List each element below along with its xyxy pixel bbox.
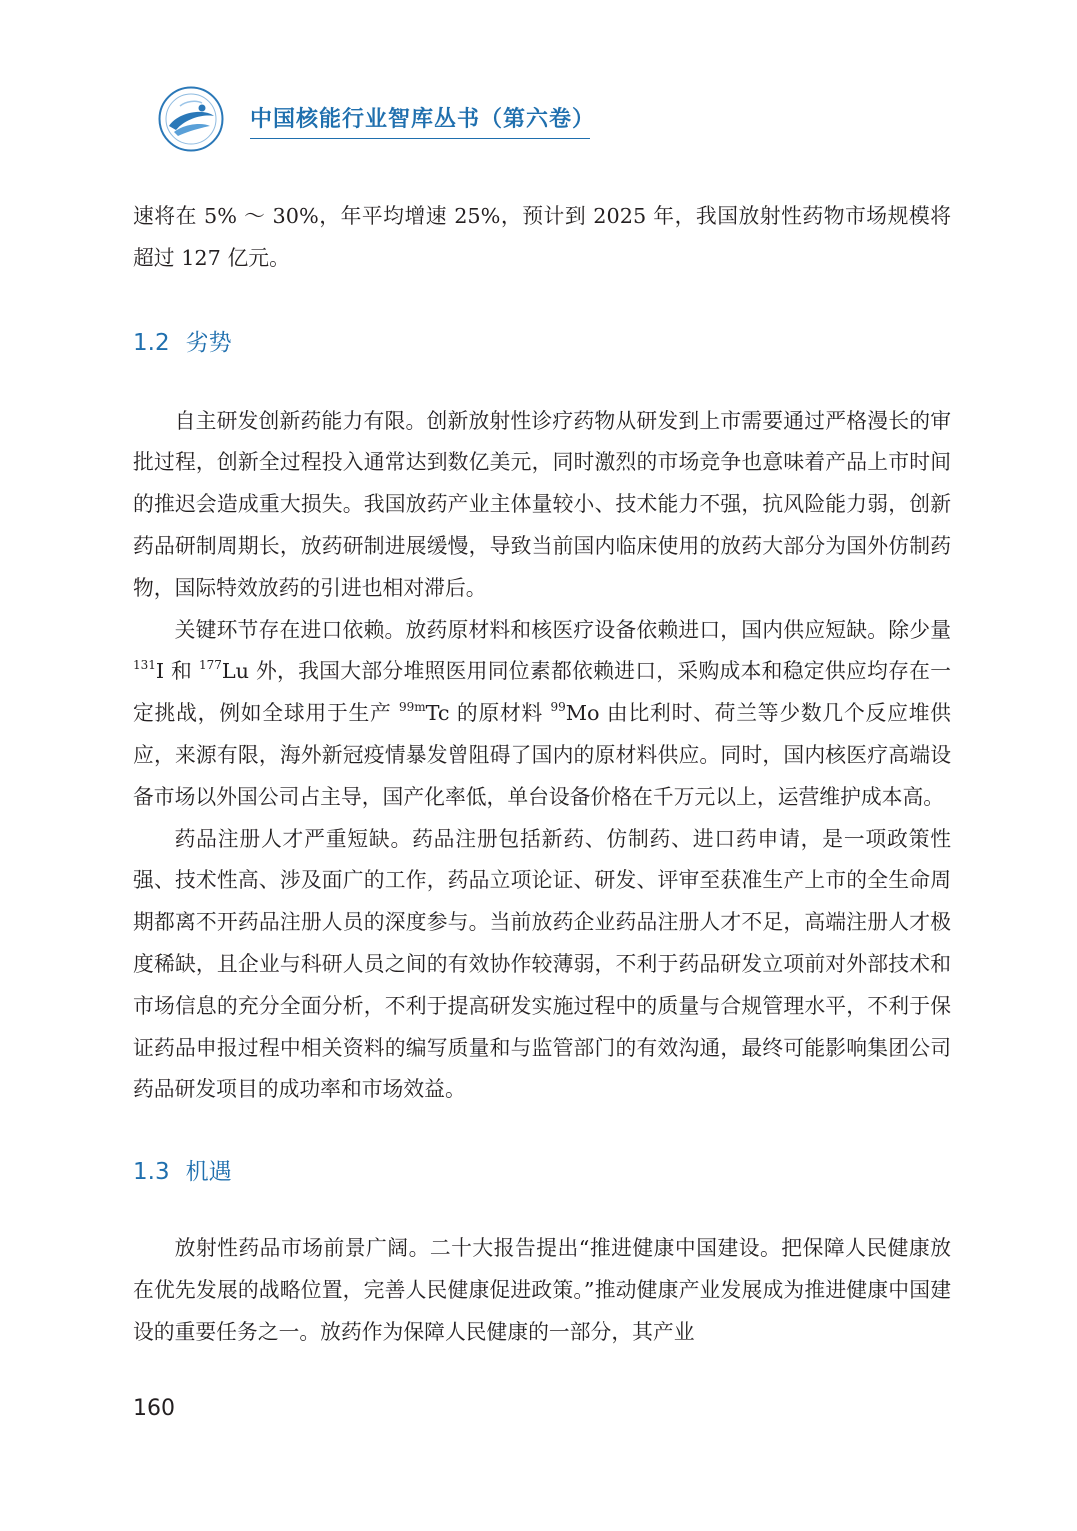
section-number: 1.3 — [133, 1159, 170, 1186]
section-heading-weaknesses — [133, 324, 951, 357]
page-body — [133, 196, 951, 1354]
paragraph-weakness-innovation: 自主研发创新药能力有限。创新放射性诊疗药物从研发到上市需要通过严格漫长的审批过程，创新全过程投入通常达到数亿美元，同时激烈的市场竞争也意味着产品上市时间的推迟会造成重大损失。我国放药产业主体量较小、技术能力不强，抗风险能力弱，创新药品研制周期长，放药研制进展缓慢，导致当前国内临床使用的放药大部分为国外仿制药物，国际特效放药的引进也相对滞后。 — [133, 408, 951, 600]
section-heading-opportunities — [133, 1153, 951, 1186]
text-run: I 和 — [155, 659, 199, 684]
header-underline — [250, 138, 590, 139]
section-title: 劣势 — [185, 329, 232, 356]
isotope-mass-number: 131 — [133, 658, 156, 673]
series-title: 中国核能行业智库丛书（第六卷） — [250, 107, 596, 132]
isotope-mass-number: 99m — [398, 700, 426, 715]
text-run: Mo 由比利时、荷兰等少数几个反应堆供应，来源有限，海外新冠疫情暴发曾阻碍了国内的原材料供应。同时，国内核医疗高端设备市场以外国公司占主导，国产化率低，单台设备价格在千万元以上，运营维护成本高。 — [133, 701, 951, 809]
section-number: 1.2 — [133, 329, 170, 356]
text-run: Lu 外，我国大部分堆照医用同位素都依赖进口，采购成本和稳定供应均存在一定挑战，例如全球用于生产 — [133, 659, 952, 726]
paragraph-weakness-import-dependence — [133, 610, 951, 819]
isotope-mass-number: 99 — [550, 700, 566, 715]
paragraph-intro: 速将在 5% ～ 30%，年平均增速 25%，预计到 2025 年，我国放射性药物市场规模将超过 127 亿元。 — [133, 204, 951, 270]
isotope-mass-number: 177 — [198, 658, 222, 673]
section-title: 机遇 — [185, 1159, 232, 1186]
running-header — [158, 86, 598, 156]
page-number: 160 — [133, 1396, 175, 1421]
text-run: 关键环节存在进口依赖。放药原材料和核医疗设备依赖进口，国内供应短缺。除少量 — [174, 617, 951, 642]
text-run: Tc 的原材料 — [425, 701, 551, 726]
paragraph-weakness-registration-talent: 药品注册人才严重短缺。药品注册包括新药、仿制药、进口药申请，是一项政策性强、技术性高、涉及面广的工作，药品立项论证、研发、评审至获准生产上市的全生命周期都离不开药品注册人员的深度参与。当前放药企业药品注册人才不足，高端注册人才极度稀缺，且企业与科研人员之间的有效协作较薄弱，不利于药品研发立项前对外部技术和市场信息的充分全面分析，不利于提高研发实施过程中的质量与合规管理水平，不利于保证药品申报过程中相关资料的编写质量和与监管部门的有效沟通，最终可能影响集团公司药品研发项目的成功率和市场效益。 — [133, 826, 951, 1102]
paragraph-opportunity-market: 放射性药品市场前景广阔。二十大报告提出“推进健康中国建设。把保障人民健康放在优先发展的战略位置，完善人民健康促进政策。”推动健康产业发展成为推进健康中国建设的重要任务之一。放药作为保障人民健康的一部分，其产业 — [133, 1236, 951, 1344]
association-logo-icon — [158, 86, 224, 152]
